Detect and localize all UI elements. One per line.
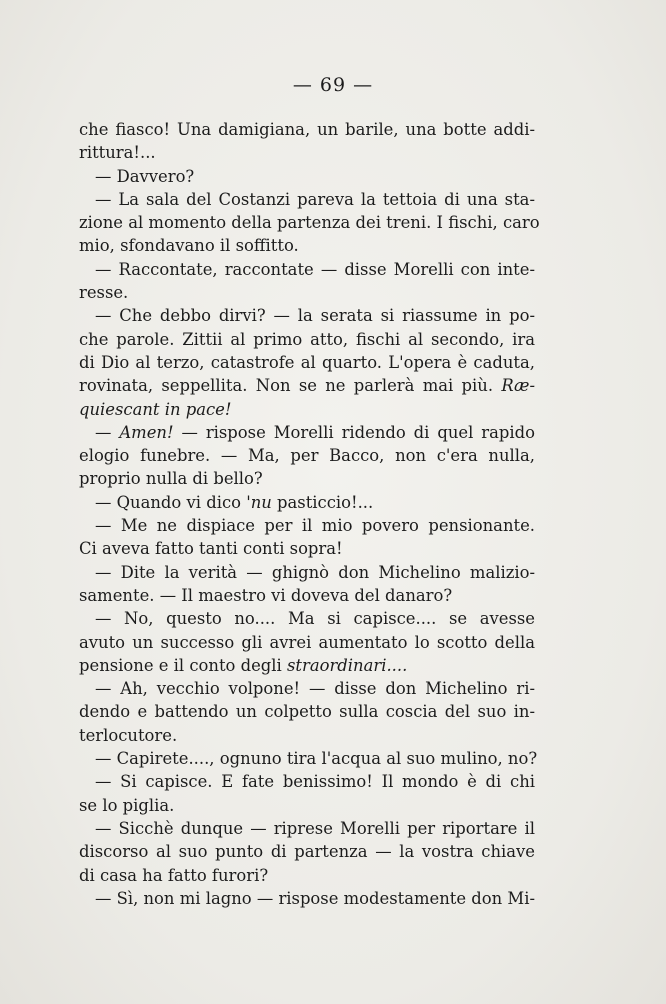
text-line: — Si capisce. E fate benissimo! Il mondo è di chi [95, 772, 535, 792]
italic-text: straordinari.... [287, 655, 408, 675]
text-line: di Dio al terzo, catastrofe al quarto. L'opera è caduta, [79, 352, 535, 372]
text-run: — Quando vi dico [95, 492, 247, 512]
text-line: samente. — Il maestro vi doveva del danaro? [79, 585, 453, 605]
text-line: — Sì, non mi lagno — rispose modestamente don Mi- [95, 888, 535, 908]
text-line: — Me ne dispiace per il mio povero pensionante. [95, 516, 535, 536]
text-run: rovinata, seppellita. Non se ne parlerà mai più. [79, 376, 502, 396]
text-run: — rispose Morelli ridendo di quel rapido [173, 422, 535, 442]
text-line: — Dite la verità — ghignò don Michelino malizio- [95, 562, 535, 582]
text-line: mio, sfondavano il soffitto. [79, 236, 299, 256]
text-run: pasticcio!... [271, 492, 374, 512]
text-line: — La sala del Costanzi pareva la tettoia di una sta- [95, 189, 535, 209]
text-line [79, 654, 535, 677]
text-run: pensione e il conto degli [79, 655, 287, 675]
text-line: — Ah, vecchio volpone! — disse don Michelino ri- [95, 679, 535, 699]
text-line [79, 374, 535, 397]
text-line [79, 398, 535, 421]
text-line: — Capirete...., ognuno tira l'acqua al suo mulino, no? [95, 749, 538, 769]
text-line: rittura!... [79, 143, 156, 163]
text-line: di casa ha fatto furori? [79, 865, 269, 885]
text-line: che parole. Zittii al primo atto, fischi al secondo, ira [79, 329, 535, 349]
text-line: proprio nulla di bello? [79, 469, 263, 489]
italic-text: 'nu [246, 492, 272, 512]
text-line [79, 421, 535, 444]
text-line: terlocutore. [79, 725, 178, 745]
page-number: — 69 — [292, 74, 374, 96]
text-line: — Che debbo dirvi? — la serata si riassume in po- [95, 306, 535, 326]
text-run: — [95, 422, 120, 442]
text-line: discorso al suo punto di partenza — la vostra chiave [79, 842, 535, 862]
text-line: — Raccontate, raccontate — disse Morelli con inte- [95, 259, 535, 279]
italic-text: quiescant in pace! [79, 399, 232, 419]
italic-text: Ræ- [501, 376, 535, 396]
text-line: zione al momento della partenza dei treni. I fischi, caro [79, 213, 540, 233]
text-line: — Davvero? [95, 166, 195, 186]
text-line: che fiasco! Una damigiana, un barile, una botte addi- [79, 120, 535, 139]
body-text [79, 118, 540, 910]
text-line [79, 491, 535, 514]
text-line: avuto un successo gli avrei aumentato lo scotto della [79, 632, 535, 652]
text-line: Ci aveva fatto tanti conti sopra! [79, 539, 343, 559]
text-line: resse. [79, 283, 129, 303]
text-line: — No, questo no.... Ma si capisce.... se avesse [95, 609, 535, 629]
text-line: dendo e battendo un colpetto sulla coscia del suo in- [79, 702, 535, 722]
text-line: se lo piglia. [79, 795, 175, 815]
italic-text: Amen! [119, 422, 174, 442]
text-line: elogio funebre. — Ma, per Bacco, non c'era nulla, [79, 446, 535, 466]
text-line: — Sicchè dunque — riprese Morelli per riportare il [95, 818, 535, 838]
